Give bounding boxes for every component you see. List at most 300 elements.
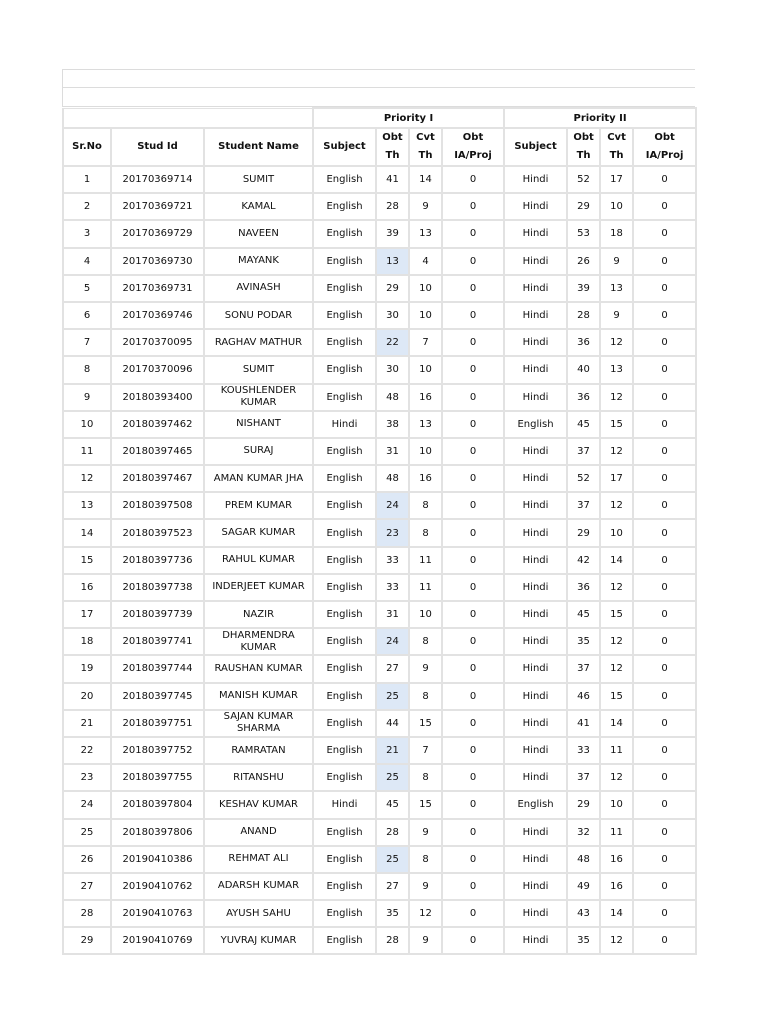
cell-obt-th-2: 28 bbox=[567, 302, 600, 329]
cell-obt-th-1: 48 bbox=[376, 384, 409, 411]
cell-subject-1: English bbox=[313, 764, 376, 791]
cell-stud-id: 20180397739 bbox=[111, 601, 204, 628]
cell-obt-ia-1: 0 bbox=[442, 193, 504, 220]
cell-cvt-th-2: 16 bbox=[600, 873, 633, 900]
column-header-row bbox=[63, 128, 696, 166]
cell-cvt-th-1: 9 bbox=[409, 873, 442, 900]
cell-subject-2: Hindi bbox=[504, 465, 567, 492]
cell-cvt-th-1: 9 bbox=[409, 819, 442, 846]
cell-cvt-th-1: 16 bbox=[409, 465, 442, 492]
cell-srno: 22 bbox=[63, 737, 111, 764]
cell-cvt-th-2: 9 bbox=[600, 302, 633, 329]
cell-obt-ia-1: 0 bbox=[442, 628, 504, 655]
cell-obt-ia-2: 0 bbox=[633, 710, 696, 737]
cell-cvt-th-1: 15 bbox=[409, 710, 442, 737]
cell-obt-th-2: 35 bbox=[567, 628, 600, 655]
cell-student-name: ANAND bbox=[204, 819, 313, 846]
cell-obt-ia-2: 0 bbox=[633, 927, 696, 954]
cell-obt-ia-2: 0 bbox=[633, 873, 696, 900]
cell-subject-1: English bbox=[313, 601, 376, 628]
table-row bbox=[63, 601, 696, 628]
cell-obt-th-2: 36 bbox=[567, 384, 600, 411]
cell-cvt-th-1: 14 bbox=[409, 166, 442, 193]
cell-srno: 16 bbox=[63, 574, 111, 601]
table-row bbox=[63, 166, 696, 193]
cell-obt-th-2: 32 bbox=[567, 819, 600, 846]
empty-header-cell bbox=[63, 108, 313, 128]
cell-obt-th-2: 37 bbox=[567, 492, 600, 519]
cell-student-name: RAUSHAN KUMAR bbox=[204, 655, 313, 682]
cell-cvt-th-1: 12 bbox=[409, 900, 442, 927]
cell-cvt-th-2: 12 bbox=[600, 927, 633, 954]
table-row bbox=[63, 275, 696, 302]
cell-student-name: SONU PODAR bbox=[204, 302, 313, 329]
cell-obt-ia-1: 0 bbox=[442, 519, 504, 546]
cell-obt-ia-2: 0 bbox=[633, 248, 696, 275]
cell-cvt-th-1: 9 bbox=[409, 655, 442, 682]
cell-obt-th-2: 29 bbox=[567, 791, 600, 818]
cell-obt-th-1: 29 bbox=[376, 275, 409, 302]
cell-cvt-th-2: 15 bbox=[600, 683, 633, 710]
cell-cvt-th-1: 13 bbox=[409, 220, 442, 247]
table-row bbox=[63, 574, 696, 601]
cell-obt-ia-2: 0 bbox=[633, 166, 696, 193]
cell-stud-id: 20170369746 bbox=[111, 302, 204, 329]
cell-obt-th-2: 26 bbox=[567, 248, 600, 275]
cell-obt-th-1: 48 bbox=[376, 465, 409, 492]
cell-subject-2: Hindi bbox=[504, 519, 567, 546]
priority-header-row bbox=[63, 108, 696, 128]
cell-cvt-th-2: 12 bbox=[600, 764, 633, 791]
table-row bbox=[63, 492, 696, 519]
cell-student-name: MANISH KUMAR bbox=[204, 683, 313, 710]
cell-cvt-th-1: 10 bbox=[409, 601, 442, 628]
cell-stud-id: 20180397462 bbox=[111, 411, 204, 438]
table-row bbox=[63, 900, 696, 927]
cell-srno: 5 bbox=[63, 275, 111, 302]
cell-student-name: SUMIT bbox=[204, 356, 313, 383]
cell-cvt-th-1: 8 bbox=[409, 683, 442, 710]
cell-obt-th-2: 36 bbox=[567, 574, 600, 601]
cell-cvt-th-2: 11 bbox=[600, 737, 633, 764]
cell-subject-2: Hindi bbox=[504, 819, 567, 846]
table-row bbox=[63, 628, 696, 655]
cell-srno: 9 bbox=[63, 384, 111, 411]
cell-student-name: AMAN KUMAR JHA bbox=[204, 465, 313, 492]
cell-subject-1: English bbox=[313, 166, 376, 193]
cell-obt-th-2: 37 bbox=[567, 764, 600, 791]
cell-cvt-th-1: 10 bbox=[409, 302, 442, 329]
cell-subject-1: English bbox=[313, 302, 376, 329]
cell-obt-th-1: 38 bbox=[376, 411, 409, 438]
cell-subject-2: Hindi bbox=[504, 737, 567, 764]
cell-cvt-th-2: 14 bbox=[600, 900, 633, 927]
cell-obt-ia-2: 0 bbox=[633, 628, 696, 655]
cell-stud-id: 20190410769 bbox=[111, 927, 204, 954]
table-row bbox=[63, 220, 696, 247]
cell-stud-id: 20170370095 bbox=[111, 329, 204, 356]
cell-srno: 24 bbox=[63, 791, 111, 818]
cell-srno: 1 bbox=[63, 166, 111, 193]
cell-obt-ia-1: 0 bbox=[442, 384, 504, 411]
cell-srno: 4 bbox=[63, 248, 111, 275]
cell-obt-ia-1: 0 bbox=[442, 248, 504, 275]
col-obt-ia-2: Obt IA/Proj bbox=[633, 128, 696, 166]
cell-obt-th-2: 29 bbox=[567, 193, 600, 220]
cell-obt-ia-1: 0 bbox=[442, 873, 504, 900]
cell-obt-th-2: 42 bbox=[567, 547, 600, 574]
cell-cvt-th-1: 16 bbox=[409, 384, 442, 411]
cell-student-name: RAMRATAN bbox=[204, 737, 313, 764]
cell-obt-th-1: 27 bbox=[376, 655, 409, 682]
cell-stud-id: 20170369714 bbox=[111, 166, 204, 193]
cell-obt-ia-2: 0 bbox=[633, 220, 696, 247]
cell-obt-th-2: 45 bbox=[567, 411, 600, 438]
cell-obt-ia-1: 0 bbox=[442, 764, 504, 791]
cell-subject-2: Hindi bbox=[504, 683, 567, 710]
cell-subject-2: Hindi bbox=[504, 275, 567, 302]
cell-cvt-th-2: 13 bbox=[600, 275, 633, 302]
cell-subject-1: English bbox=[313, 547, 376, 574]
cell-subject-2: Hindi bbox=[504, 248, 567, 275]
cell-subject-2: English bbox=[504, 791, 567, 818]
table-row bbox=[63, 519, 696, 546]
cell-subject-1: English bbox=[313, 275, 376, 302]
cell-stud-id: 20180397741 bbox=[111, 628, 204, 655]
cell-cvt-th-2: 10 bbox=[600, 519, 633, 546]
cell-obt-ia-2: 0 bbox=[633, 275, 696, 302]
cell-subject-1: English bbox=[313, 384, 376, 411]
cell-stud-id: 20170369730 bbox=[111, 248, 204, 275]
table-row bbox=[63, 302, 696, 329]
cell-obt-th-1: 21 bbox=[376, 737, 409, 764]
cell-obt-th-1: 28 bbox=[376, 927, 409, 954]
cell-cvt-th-2: 12 bbox=[600, 628, 633, 655]
col-obt-th-1: Obt Th bbox=[376, 128, 409, 166]
cell-student-name: SUMIT bbox=[204, 166, 313, 193]
cell-obt-th-2: 53 bbox=[567, 220, 600, 247]
cell-stud-id: 20170369731 bbox=[111, 275, 204, 302]
cell-stud-id: 20190410762 bbox=[111, 873, 204, 900]
cell-stud-id: 20180397736 bbox=[111, 547, 204, 574]
cell-subject-1: English bbox=[313, 519, 376, 546]
cell-cvt-th-1: 13 bbox=[409, 411, 442, 438]
col-stud-id: Stud Id bbox=[111, 128, 204, 166]
cell-srno: 8 bbox=[63, 356, 111, 383]
cell-obt-th-2: 37 bbox=[567, 438, 600, 465]
cell-obt-th-1: 27 bbox=[376, 873, 409, 900]
cell-subject-2: Hindi bbox=[504, 873, 567, 900]
cell-obt-ia-1: 0 bbox=[442, 302, 504, 329]
cell-stud-id: 20180397523 bbox=[111, 519, 204, 546]
cell-obt-th-1: 25 bbox=[376, 764, 409, 791]
cell-obt-th-1: 44 bbox=[376, 710, 409, 737]
cell-obt-ia-2: 0 bbox=[633, 900, 696, 927]
cell-obt-th-1: 31 bbox=[376, 601, 409, 628]
cell-srno: 2 bbox=[63, 193, 111, 220]
table-row bbox=[63, 248, 696, 275]
cell-student-name: SURAJ bbox=[204, 438, 313, 465]
cell-obt-th-1: 31 bbox=[376, 438, 409, 465]
cell-obt-th-2: 48 bbox=[567, 846, 600, 873]
cell-cvt-th-2: 17 bbox=[600, 166, 633, 193]
cell-stud-id: 20180397744 bbox=[111, 655, 204, 682]
cell-subject-2: Hindi bbox=[504, 384, 567, 411]
cell-cvt-th-2: 12 bbox=[600, 655, 633, 682]
cell-obt-th-1: 13 bbox=[376, 248, 409, 275]
cell-srno: 10 bbox=[63, 411, 111, 438]
cell-stud-id: 20180397745 bbox=[111, 683, 204, 710]
cell-srno: 15 bbox=[63, 547, 111, 574]
table-row bbox=[63, 737, 696, 764]
cell-subject-2: Hindi bbox=[504, 655, 567, 682]
cell-student-name: REHMAT ALI bbox=[204, 846, 313, 873]
col-student-name: Student Name bbox=[204, 128, 313, 166]
cell-obt-th-2: 29 bbox=[567, 519, 600, 546]
cell-obt-th-1: 30 bbox=[376, 356, 409, 383]
cell-obt-ia-2: 0 bbox=[633, 574, 696, 601]
cell-obt-ia-2: 0 bbox=[633, 384, 696, 411]
table-row bbox=[63, 384, 696, 411]
cell-cvt-th-2: 12 bbox=[600, 438, 633, 465]
cell-cvt-th-1: 8 bbox=[409, 519, 442, 546]
cell-obt-ia-1: 0 bbox=[442, 927, 504, 954]
cell-cvt-th-2: 10 bbox=[600, 791, 633, 818]
cell-subject-1: English bbox=[313, 438, 376, 465]
cell-student-name: KAMAL bbox=[204, 193, 313, 220]
cell-srno: 17 bbox=[63, 601, 111, 628]
cell-cvt-th-2: 14 bbox=[600, 710, 633, 737]
cell-subject-1: English bbox=[313, 628, 376, 655]
cell-obt-ia-1: 0 bbox=[442, 220, 504, 247]
cell-obt-th-1: 24 bbox=[376, 492, 409, 519]
cell-subject-2: Hindi bbox=[504, 220, 567, 247]
cell-cvt-th-2: 15 bbox=[600, 411, 633, 438]
cell-cvt-th-1: 9 bbox=[409, 927, 442, 954]
cell-stud-id: 20180397467 bbox=[111, 465, 204, 492]
cell-obt-ia-1: 0 bbox=[442, 737, 504, 764]
cell-stud-id: 20180397751 bbox=[111, 710, 204, 737]
cell-subject-1: English bbox=[313, 193, 376, 220]
cell-cvt-th-1: 7 bbox=[409, 737, 442, 764]
cell-subject-2: Hindi bbox=[504, 166, 567, 193]
cell-subject-1: English bbox=[313, 683, 376, 710]
cell-obt-ia-1: 0 bbox=[442, 683, 504, 710]
cell-subject-1: English bbox=[313, 819, 376, 846]
cell-stud-id: 20180397465 bbox=[111, 438, 204, 465]
table-row bbox=[63, 655, 696, 682]
cell-obt-ia-1: 0 bbox=[442, 356, 504, 383]
col-obt-ia-1: Obt IA/Proj bbox=[442, 128, 504, 166]
cell-obt-ia-1: 0 bbox=[442, 846, 504, 873]
cell-subject-1: English bbox=[313, 465, 376, 492]
cell-cvt-th-1: 8 bbox=[409, 846, 442, 873]
cell-cvt-th-2: 16 bbox=[600, 846, 633, 873]
cell-obt-ia-2: 0 bbox=[633, 519, 696, 546]
cell-obt-ia-1: 0 bbox=[442, 492, 504, 519]
cell-subject-2: Hindi bbox=[504, 547, 567, 574]
cell-srno: 3 bbox=[63, 220, 111, 247]
cell-obt-th-1: 23 bbox=[376, 519, 409, 546]
cell-subject-2: Hindi bbox=[504, 356, 567, 383]
cell-cvt-th-2: 17 bbox=[600, 465, 633, 492]
cell-obt-th-2: 40 bbox=[567, 356, 600, 383]
cell-student-name: INDERJEET KUMAR bbox=[204, 574, 313, 601]
cell-obt-th-2: 36 bbox=[567, 329, 600, 356]
cell-srno: 7 bbox=[63, 329, 111, 356]
priority-1-header: Priority I bbox=[313, 108, 504, 128]
cell-obt-ia-2: 0 bbox=[633, 302, 696, 329]
cell-cvt-th-2: 12 bbox=[600, 384, 633, 411]
marks-sheet bbox=[62, 69, 695, 955]
cell-cvt-th-1: 10 bbox=[409, 356, 442, 383]
table-row bbox=[63, 411, 696, 438]
cell-obt-ia-1: 0 bbox=[442, 438, 504, 465]
cell-stud-id: 20180397804 bbox=[111, 791, 204, 818]
cell-subject-1: English bbox=[313, 927, 376, 954]
cell-obt-th-1: 25 bbox=[376, 846, 409, 873]
col-cvt-th-2: Cvt Th bbox=[600, 128, 633, 166]
cell-obt-th-1: 28 bbox=[376, 819, 409, 846]
cell-stud-id: 20170369729 bbox=[111, 220, 204, 247]
cell-cvt-th-1: 8 bbox=[409, 764, 442, 791]
table-row bbox=[63, 329, 696, 356]
cell-obt-th-1: 33 bbox=[376, 547, 409, 574]
cell-student-name: KESHAV KUMAR bbox=[204, 791, 313, 818]
cell-cvt-th-1: 10 bbox=[409, 438, 442, 465]
cell-subject-1: English bbox=[313, 900, 376, 927]
cell-obt-ia-1: 0 bbox=[442, 655, 504, 682]
cell-student-name: RITANSHU bbox=[204, 764, 313, 791]
cell-obt-ia-1: 0 bbox=[442, 710, 504, 737]
cell-student-name: NAVEEN bbox=[204, 220, 313, 247]
cell-srno: 14 bbox=[63, 519, 111, 546]
cell-cvt-th-1: 10 bbox=[409, 275, 442, 302]
cell-subject-1: English bbox=[313, 220, 376, 247]
cell-obt-th-2: 35 bbox=[567, 927, 600, 954]
blank-header-row bbox=[62, 69, 695, 88]
cell-stud-id: 20180397508 bbox=[111, 492, 204, 519]
cell-obt-th-2: 49 bbox=[567, 873, 600, 900]
cell-stud-id: 20180393400 bbox=[111, 384, 204, 411]
cell-obt-ia-1: 0 bbox=[442, 819, 504, 846]
cell-subject-2: Hindi bbox=[504, 601, 567, 628]
table-row bbox=[63, 465, 696, 492]
cell-obt-th-2: 52 bbox=[567, 166, 600, 193]
cell-obt-th-1: 30 bbox=[376, 302, 409, 329]
cell-cvt-th-2: 18 bbox=[600, 220, 633, 247]
cell-obt-th-1: 25 bbox=[376, 683, 409, 710]
cell-obt-th-2: 33 bbox=[567, 737, 600, 764]
cell-student-name: NISHANT bbox=[204, 411, 313, 438]
cell-srno: 11 bbox=[63, 438, 111, 465]
table-row bbox=[63, 193, 696, 220]
cell-obt-ia-1: 0 bbox=[442, 166, 504, 193]
cell-cvt-th-2: 12 bbox=[600, 492, 633, 519]
priority-2-header: Priority II bbox=[504, 108, 696, 128]
cell-srno: 23 bbox=[63, 764, 111, 791]
cell-subject-2: Hindi bbox=[504, 927, 567, 954]
col-subject-1: Subject bbox=[313, 128, 376, 166]
cell-obt-ia-2: 0 bbox=[633, 547, 696, 574]
cell-student-name: ADARSH KUMAR bbox=[204, 873, 313, 900]
cell-srno: 25 bbox=[63, 819, 111, 846]
cell-obt-th-2: 52 bbox=[567, 465, 600, 492]
cell-srno: 29 bbox=[63, 927, 111, 954]
cell-obt-ia-2: 0 bbox=[633, 764, 696, 791]
cell-subject-2: English bbox=[504, 411, 567, 438]
table-row bbox=[63, 683, 696, 710]
cell-obt-ia-2: 0 bbox=[633, 411, 696, 438]
cell-subject-1: English bbox=[313, 248, 376, 275]
cell-subject-2: Hindi bbox=[504, 900, 567, 927]
cell-student-name: RAGHAV MATHUR bbox=[204, 329, 313, 356]
cell-obt-th-2: 43 bbox=[567, 900, 600, 927]
cell-stud-id: 20180397738 bbox=[111, 574, 204, 601]
cell-obt-ia-1: 0 bbox=[442, 547, 504, 574]
cell-student-name: NAZIR bbox=[204, 601, 313, 628]
cell-srno: 27 bbox=[63, 873, 111, 900]
cell-obt-ia-1: 0 bbox=[442, 574, 504, 601]
cell-subject-2: Hindi bbox=[504, 329, 567, 356]
table-row bbox=[63, 819, 696, 846]
marks-table bbox=[62, 107, 697, 955]
cell-obt-th-2: 37 bbox=[567, 655, 600, 682]
cell-cvt-th-2: 12 bbox=[600, 329, 633, 356]
cell-obt-th-1: 22 bbox=[376, 329, 409, 356]
cell-obt-th-1: 41 bbox=[376, 166, 409, 193]
cell-cvt-th-2: 12 bbox=[600, 574, 633, 601]
cell-obt-ia-2: 0 bbox=[633, 329, 696, 356]
table-row bbox=[63, 846, 696, 873]
cell-cvt-th-1: 7 bbox=[409, 329, 442, 356]
cell-cvt-th-2: 13 bbox=[600, 356, 633, 383]
cell-student-name: PREM KUMAR bbox=[204, 492, 313, 519]
cell-stud-id: 20190410763 bbox=[111, 900, 204, 927]
cell-obt-ia-2: 0 bbox=[633, 846, 696, 873]
cell-obt-ia-1: 0 bbox=[442, 329, 504, 356]
cell-obt-ia-2: 0 bbox=[633, 819, 696, 846]
table-row bbox=[63, 791, 696, 818]
cell-subject-2: Hindi bbox=[504, 302, 567, 329]
cell-subject-1: English bbox=[313, 710, 376, 737]
cell-cvt-th-2: 10 bbox=[600, 193, 633, 220]
table-row bbox=[63, 927, 696, 954]
table-row bbox=[63, 438, 696, 465]
cell-obt-ia-2: 0 bbox=[633, 193, 696, 220]
table-row bbox=[63, 547, 696, 574]
cell-subject-2: Hindi bbox=[504, 846, 567, 873]
cell-obt-th-1: 33 bbox=[376, 574, 409, 601]
cell-student-name: YUVRAJ KUMAR bbox=[204, 927, 313, 954]
cell-subject-1: English bbox=[313, 574, 376, 601]
cell-subject-1: Hindi bbox=[313, 411, 376, 438]
cell-obt-ia-2: 0 bbox=[633, 465, 696, 492]
cell-subject-1: English bbox=[313, 737, 376, 764]
cell-student-name: SAGAR KUMAR bbox=[204, 519, 313, 546]
cell-stud-id: 20170370096 bbox=[111, 356, 204, 383]
cell-subject-1: Hindi bbox=[313, 791, 376, 818]
cell-cvt-th-1: 15 bbox=[409, 791, 442, 818]
cell-obt-ia-1: 0 bbox=[442, 900, 504, 927]
cell-cvt-th-2: 11 bbox=[600, 819, 633, 846]
cell-srno: 18 bbox=[63, 628, 111, 655]
cell-obt-ia-1: 0 bbox=[442, 275, 504, 302]
cell-stud-id: 20180397806 bbox=[111, 819, 204, 846]
cell-stud-id: 20170369721 bbox=[111, 193, 204, 220]
cell-subject-2: Hindi bbox=[504, 628, 567, 655]
table-row bbox=[63, 356, 696, 383]
